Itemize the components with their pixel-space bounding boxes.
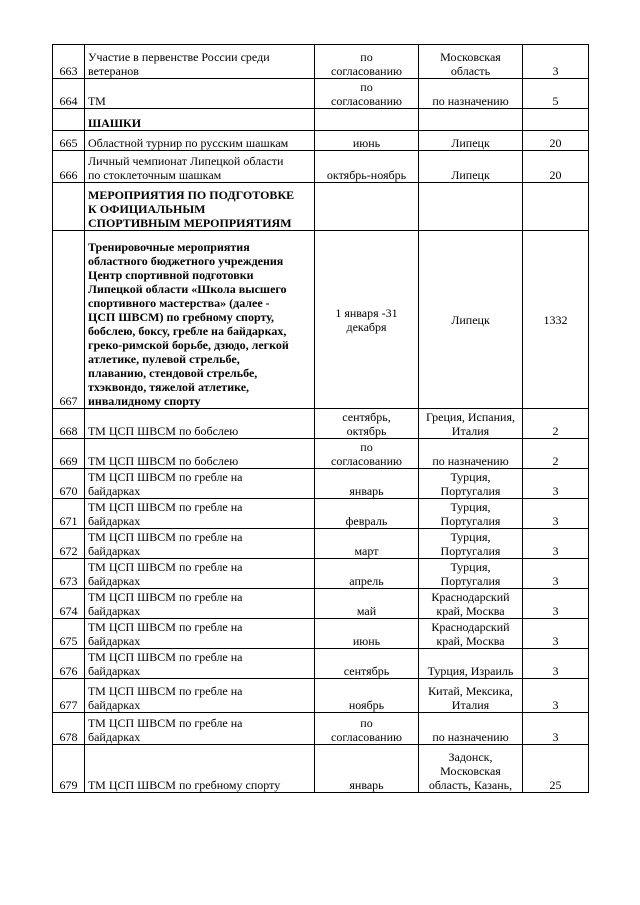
event-place-cell [419,619,523,649]
event-date-cell [315,529,419,559]
row-number-cell [53,45,85,79]
table-row [53,619,589,649]
participants-count-cell [523,679,589,713]
table-row [53,499,589,529]
participants-count: 3 [552,634,559,648]
event-date-cell [315,151,419,183]
event-date-cell [315,559,419,589]
participants-count: 3 [552,698,559,712]
participants-count-cell [523,79,589,109]
row-number-cell [53,589,85,619]
row-number: 664 [59,94,78,108]
event-place: Турция, Португалия [440,530,501,558]
row-number: 668 [59,424,78,438]
event-name-cell [85,439,315,469]
event-name: Участие в первенстве России среди ветеранов [88,50,270,78]
event-date: сентябрь, октябрь [342,410,391,438]
event-name: ТМ ЦСП ШВСМ по гребле на байдарках [88,716,243,744]
table-row [53,45,589,79]
participants-count-cell [523,619,589,649]
event-name: ТМ ЦСП ШВСМ по гребле на байдарках [88,500,243,528]
event-name-cell [85,45,315,79]
event-date-cell [315,499,419,529]
participants-count-cell [523,745,589,793]
row-number: 678 [59,730,78,744]
event-date-cell [315,131,419,151]
event-place: Турция, Португалия [440,470,501,498]
participants-count: 3 [552,544,559,558]
event-place: Московская область [440,50,501,78]
events-table-body [53,45,589,793]
participants-count: 3 [552,514,559,528]
event-place: Китай, Мексика, Италия [428,684,513,712]
event-place: Турция, Израиль [427,664,514,678]
event-name-cell [85,679,315,713]
event-date: октябрь-ноябрь [326,168,407,182]
event-place: по назначению [432,730,509,744]
event-place-cell [419,109,523,131]
table-row [53,529,589,559]
participants-count-cell [523,439,589,469]
row-number: 667 [59,394,78,408]
event-date-cell [315,619,419,649]
event-place-cell [419,679,523,713]
event-date-cell [315,469,419,499]
event-date: январь [349,778,384,792]
table-row [53,151,589,183]
participants-count: 3 [552,574,559,588]
event-place-cell [419,131,523,151]
event-name: ТМ [88,94,106,108]
event-date: июнь [352,634,381,648]
event-date-cell [315,589,419,619]
participants-count-cell [523,151,589,183]
event-date: по согласованию [331,440,402,468]
row-number: 663 [59,64,78,78]
event-date: по согласованию [331,50,402,78]
event-date: июнь [352,136,381,150]
table-row [53,79,589,109]
event-name-cell [85,649,315,679]
row-number: 676 [59,664,78,678]
event-name-cell [85,131,315,151]
event-name: ТМ ЦСП ШВСМ по гребле на байдарках [88,560,243,588]
event-name-cell [85,559,315,589]
participants-count: 3 [552,64,559,78]
event-date-cell [315,183,419,231]
row-number: 666 [59,168,78,182]
event-date-cell [315,45,419,79]
event-date: сентябрь [343,664,390,678]
event-date-cell [315,439,419,469]
event-place-cell [419,439,523,469]
row-number: 670 [59,484,78,498]
event-name-cell [85,745,315,793]
event-place: Задонск, Московская область, Казань, [428,750,513,792]
event-place: Турция, Португалия [440,500,501,528]
event-date: январь [349,484,384,498]
event-name-cell [85,109,315,131]
event-place-cell [419,499,523,529]
event-place-cell [419,231,523,409]
row-number: 679 [59,778,78,792]
event-name: ТМ ЦСП ШВСМ по гребле на байдарках [88,590,243,618]
event-name: ТМ ЦСП ШВСМ по гребле на байдарках [88,650,243,678]
events-table [52,44,589,793]
event-place: Липецк [451,168,490,182]
row-number: 671 [59,514,78,528]
event-date: март [354,544,379,558]
event-name-cell [85,589,315,619]
row-number-cell [53,649,85,679]
row-number-cell [53,529,85,559]
event-name: ШАШКИ [88,116,142,130]
row-number: 677 [59,698,78,712]
participants-count: 2 [552,424,559,438]
table-row [53,409,589,439]
event-name: ТМ ЦСП ШВСМ по гребле на байдарках [88,620,243,648]
participants-count: 20 [549,168,562,182]
event-date-cell [315,649,419,679]
event-place-cell [419,79,523,109]
table-row [53,649,589,679]
event-name-cell [85,79,315,109]
event-place-cell [419,589,523,619]
event-date-cell [315,79,419,109]
participants-count-cell [523,45,589,79]
event-place-cell [419,469,523,499]
participants-count: 3 [552,664,559,678]
event-date-cell [315,109,419,131]
row-number-cell [53,183,85,231]
event-name-cell [85,409,315,439]
participants-count: 1332 [543,312,568,327]
event-date: ноябрь [348,698,385,712]
event-place: Липецк [451,136,490,150]
participants-count: 20 [549,136,562,150]
row-number-cell [53,713,85,745]
table-row [53,183,589,231]
event-place-cell [419,151,523,183]
participants-count: 25 [549,778,562,792]
row-number-cell [53,151,85,183]
table-row [53,713,589,745]
participants-count-cell [523,499,589,529]
participants-count-cell [523,559,589,589]
participants-count-cell [523,713,589,745]
row-number: 673 [59,574,78,588]
participants-count-cell [523,409,589,439]
event-place-cell [419,713,523,745]
event-name-cell [85,499,315,529]
event-name: ТМ ЦСП ШВСМ по гребному спорту [88,778,281,792]
event-place-cell [419,559,523,589]
participants-count-cell [523,183,589,231]
participants-count-cell [523,469,589,499]
event-place-cell [419,649,523,679]
event-place: Липецк [451,312,490,327]
row-number: 665 [59,136,78,150]
event-date-cell [315,409,419,439]
row-number-cell [53,109,85,131]
table-row [53,679,589,713]
event-date: по согласованию [331,716,402,744]
event-date: февраль [345,514,388,528]
event-name: ТМ ЦСП ШВСМ по бобслею [88,454,239,468]
event-place: Турция, Португалия [440,560,501,588]
participants-count-cell [523,589,589,619]
participants-count: 5 [552,94,559,108]
table-row [53,589,589,619]
table-row [53,559,589,589]
event-place: Греция, Испания, Италия [426,410,515,438]
event-place-cell [419,745,523,793]
row-number-cell [53,745,85,793]
event-date-cell [315,745,419,793]
event-date-cell [315,713,419,745]
row-number: 669 [59,454,78,468]
participants-count-cell [523,529,589,559]
event-date: 1 января -31 декабря [335,305,398,334]
row-number-cell [53,559,85,589]
row-number-cell [53,469,85,499]
participants-count-cell [523,231,589,409]
event-name-cell [85,529,315,559]
table-row [53,745,589,793]
row-number: 674 [59,604,78,618]
event-name: Тренировочные мероприятия областного бюджетного учреждения Центр спортивной подготовки Липецкой области «Школа высшего спортивного мастерства» (далее - ЦСП ШВСМ) по гребному спорту, бобслею, боксу, гребле на байдарках, греко-римской борьбе, дзюдо, легкой атлетике, пулевой стрельбе, плаванию, стендовой стрельбе, тхэквондо, тяжелой атлетике, инвалидному спорту [88,240,289,408]
row-number: 672 [59,544,78,558]
participants-count-cell [523,109,589,131]
participants-count: 3 [552,484,559,498]
event-place-cell [419,183,523,231]
event-name-cell [85,619,315,649]
table-row [53,231,589,409]
event-name: ТМ ЦСП ШВСМ по бобслею [88,424,239,438]
event-name-cell [85,183,315,231]
table-row [53,439,589,469]
row-number-cell [53,679,85,713]
event-place-cell [419,409,523,439]
event-name: ТМ ЦСП ШВСМ по гребле на байдарках [88,684,243,712]
event-name: Личный чемпионат Липецкой области по стоклеточным шашкам [88,154,284,182]
row-number-cell [53,79,85,109]
event-name: МЕРОПРИЯТИЯ ПО ПОДГОТОВКЕ К ОФИЦИАЛЬНЫМ СПОРТИВНЫМ МЕРОПРИЯТИЯМ [88,188,295,230]
event-name-cell [85,713,315,745]
event-place: по назначению [432,94,509,108]
table-row [53,469,589,499]
table-row [53,109,589,131]
event-place: по назначению [432,454,509,468]
event-name-cell [85,231,315,409]
participants-count: 3 [552,730,559,744]
participants-count-cell [523,131,589,151]
event-date-cell [315,679,419,713]
event-name: ТМ ЦСП ШВСМ по гребле на байдарках [88,530,243,558]
event-date: май [356,604,377,618]
event-place: Краснодарский край, Москва [431,620,510,648]
row-number-cell [53,439,85,469]
row-number-cell [53,131,85,151]
event-date: по согласованию [331,80,402,108]
participants-count: 3 [552,604,559,618]
event-place: Краснодарский край, Москва [431,590,510,618]
event-date-cell [315,231,419,409]
row-number-cell [53,409,85,439]
event-place-cell [419,45,523,79]
row-number: 675 [59,634,78,648]
participants-count-cell [523,649,589,679]
row-number-cell [53,231,85,409]
row-number-cell [53,619,85,649]
table-row [53,131,589,151]
event-place-cell [419,529,523,559]
participants-count: 2 [552,454,559,468]
event-name: Областной турнир по русским шашкам [88,136,289,150]
event-name: ТМ ЦСП ШВСМ по гребле на байдарках [88,470,243,498]
row-number-cell [53,499,85,529]
event-name-cell [85,469,315,499]
event-date: апрель [349,574,384,588]
event-name-cell [85,151,315,183]
